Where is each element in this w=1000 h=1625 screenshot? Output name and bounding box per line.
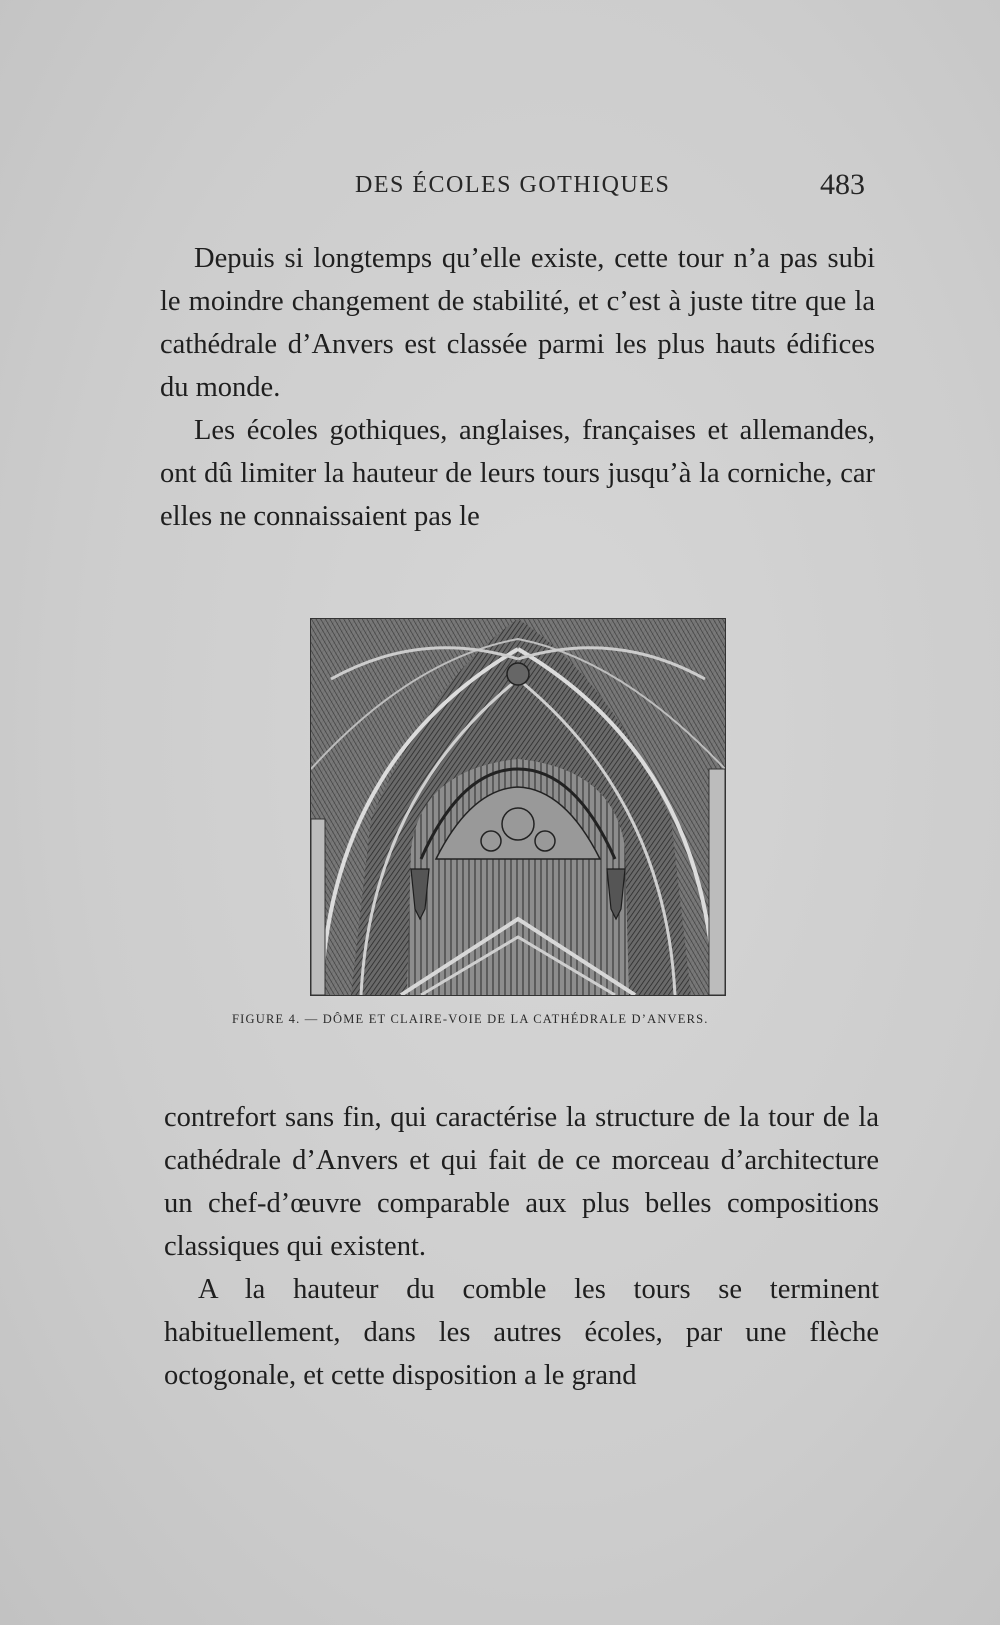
text-block-top: [160, 237, 875, 538]
running-head: [0, 168, 1000, 208]
figure-illustration: [310, 618, 726, 996]
paragraph: A la hauteur du comble les tours se terminent habituellement, dans les autres écoles, par une flèche octogonale, et cette disposition a le grand: [164, 1274, 879, 1391]
vault-engraving: [311, 619, 725, 995]
paragraph: Les écoles gothiques, anglaises, françaises et allemandes, ont dû limiter la hauteur de leurs tours jusqu’à la corniche, car elles ne connaissaient pas le: [160, 415, 875, 532]
page-number: 483: [820, 168, 865, 201]
paragraph: Depuis si longtemps qu’elle existe, cette tour n’a pas subi le moindre changement de stabilité, et c’est à juste titre que la cathédrale d’Anvers est classée parmi les plus hauts édifices du monde.: [160, 243, 875, 403]
running-title: DES ÉCOLES GOTHIQUES: [355, 172, 671, 198]
text-block-bottom: [164, 1096, 879, 1397]
figure-caption: FIGURE 4. — DÔME ET CLAIRE-VOIE DE LA CATHÉDRALE D’ANVERS.: [232, 1012, 709, 1026]
paragraph: contrefort sans fin, qui caractérise la structure de la tour de la cathédrale d’Anvers et qui fait de ce morceau d’architecture un chef-d’œuvre comparable aux plus belles compositions classiques qui existent.: [164, 1102, 879, 1262]
